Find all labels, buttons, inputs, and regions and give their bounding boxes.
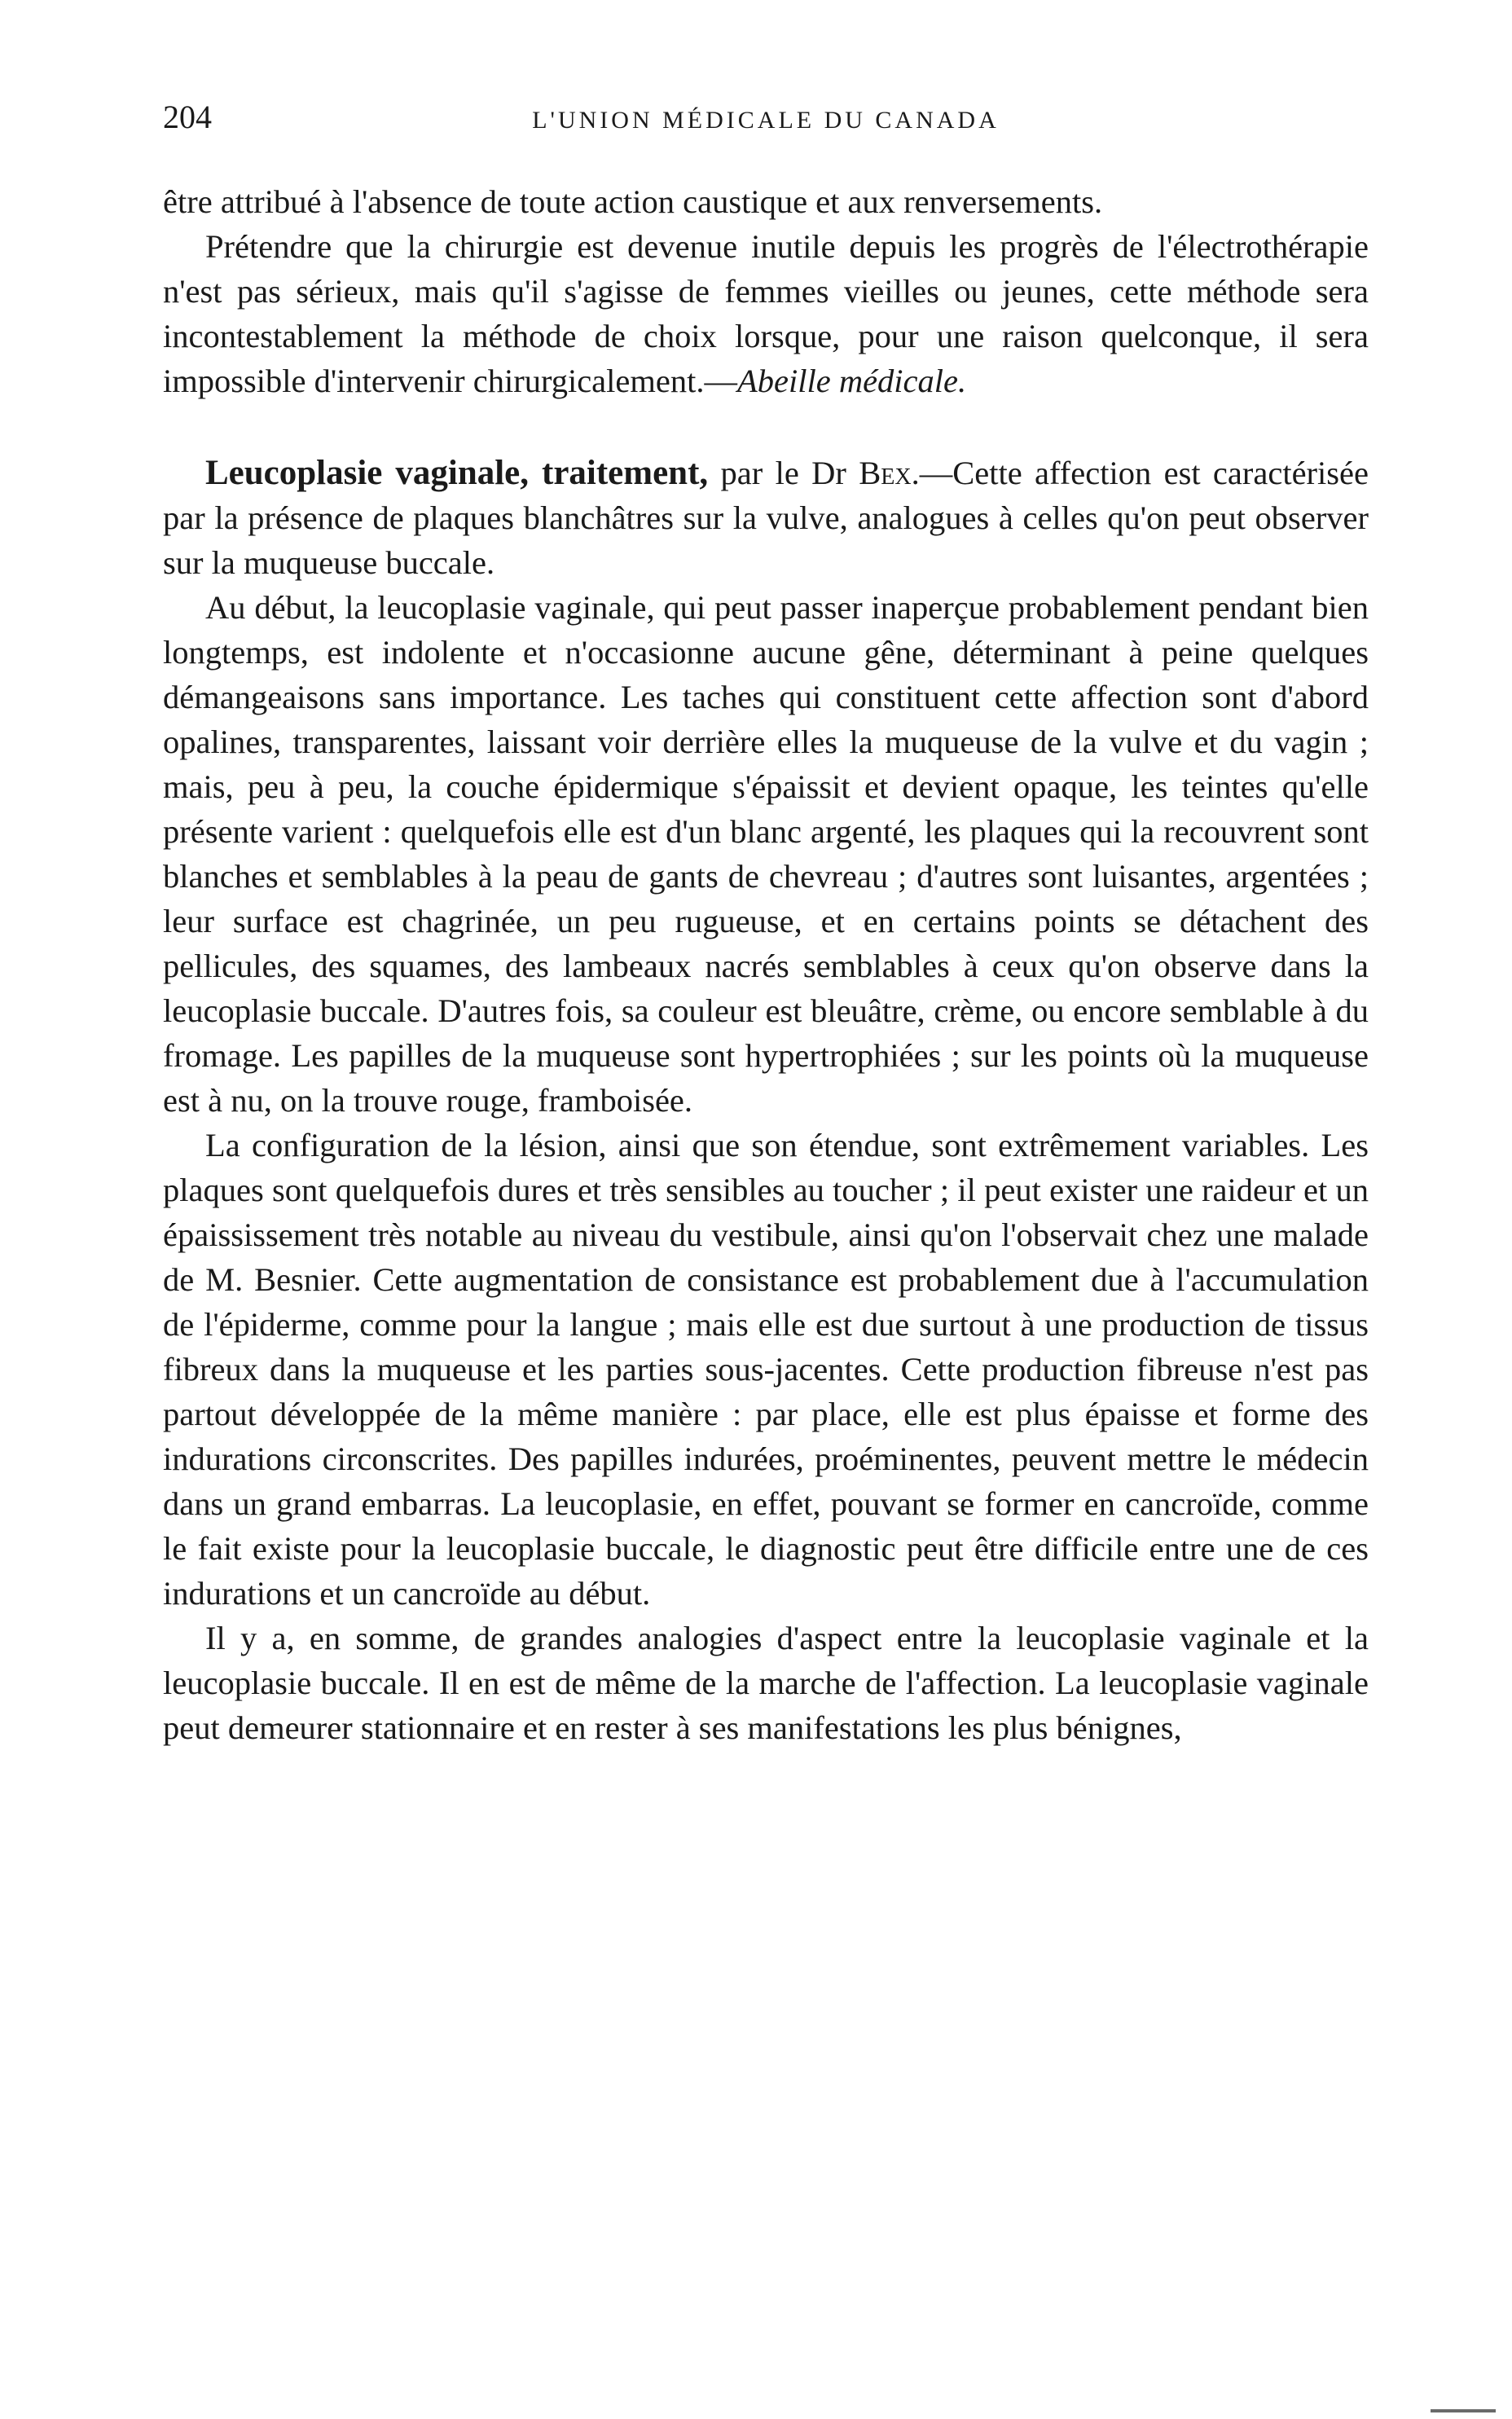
article-paragraph-2: La configuration de la lésion, ainsi que son étendue, sont extrêmement variables. Les plaques sont quelquefois dures et très sensibles au toucher ; il peut exister une raideur et un épaississement très notable au niveau du vestibule, ainsi qu'on l'observait chez une malade de M. Besnier. Cette augmentation de consistance est probablement due à l'accumulation de l'épiderme, comme pour la langue ; mais elle est due surtout à une production de tissus fibreux dans la muqueuse et les parties sous-jacentes. Cette production fibreuse n'est pas partout développée de la même manière : par place, elle est plus épaisse et forme des indurations circonscrites. Des papilles indurées, proéminentes, peuvent mettre le médecin dans un grand embarras. La leucoplasie, en effet, pouvant se former en cancroïde, comme le fait existe pour la leucoplasie buccale, le diagnostic peut être difficile entre une de ces indurations et un cancroïde au début.: [163, 1127, 1369, 1612]
article-block: [163, 451, 1369, 1750]
section-gap: [163, 403, 1369, 451]
article-paragraph-3: Il y a, en somme, de grandes analogies d'aspect entre la leucoplasie vaginale et la leucoplasie buccale. Il en est de même de la marche de l'affection. La leucoplasie vaginale peut demeurer stationnaire et en rester à ses manifestations les plus bénignes,: [163, 1620, 1369, 1746]
continuation-paragraph: être attribué à l'absence de toute action caustique et aux renversements.: [163, 183, 1103, 220]
article-heading: Leucoplasie vaginale, traitement,: [205, 454, 709, 492]
running-head: [163, 98, 1369, 147]
journal-title: L'UNION MÉDICALE DU CANADA: [532, 107, 1000, 134]
page: [163, 98, 1369, 1750]
continuation-block: [163, 179, 1369, 403]
conclusion-text: Prétendre que la chirurgie est devenue inutile depuis les progrès de l'électrothérapie n'est pas sérieux, mais qu'il s'agisse de femmes vieilles ou jeunes, cette méthode sera incontestablement la méthode de choix lorsque, pour une raison quelconque, il sera impossible d'intervenir chirurgicalement.—: [163, 228, 1369, 399]
author-name: Bex: [859, 455, 912, 491]
article-intro-text: .—Cette affection est caractérisée par la présence de plaques blanchâtres sur la vulve, analogues à celles qu'on peut observer sur la muqueuse buccale.: [163, 455, 1369, 581]
page-number: 204: [163, 99, 212, 135]
article-intro-paragraph: [163, 451, 1369, 585]
source-citation: Abeille médicale.: [737, 363, 967, 399]
byline-prefix: par le Dr: [708, 455, 859, 491]
page-edge-mark: [1431, 2409, 1496, 2412]
article-paragraph-1: Au début, la leucoplasie vaginale, qui peut passer inaperçue probablement pendant bien longtemps, est indolente et n'occasionne aucune gêne, déterminant à peine quelques démangeaisons sans importance. Les taches qui constituent cette affection sont d'abord opalines, transparentes, laissant voir derrière elles la muqueuse de la vulve et du vagin ; mais, peu à peu, la couche épidermique s'épaissit et devient opaque, les teintes qu'elle présente varient : quelquefois elle est d'un blanc argenté, les plaques qui la recouvrent sont blanches et semblables à la peau de gants de chevreau ; d'autres sont luisantes, argentées ; leur surface est chagrinée, un peu rugueuse, et en certains points se détachent des pellicules, des squames, des lambeaux nacrés semblables à ceux qu'on observe dans la leucoplasie buccale. D'autres fois, sa couleur est bleuâtre, crème, ou encore semblable à du fromage. Les papilles de la muqueuse sont hypertrophiées ; sur les points où la muqueuse est à nu, on la trouve rouge, framboisée.: [163, 589, 1369, 1119]
conclusion-paragraph: [163, 224, 1369, 403]
